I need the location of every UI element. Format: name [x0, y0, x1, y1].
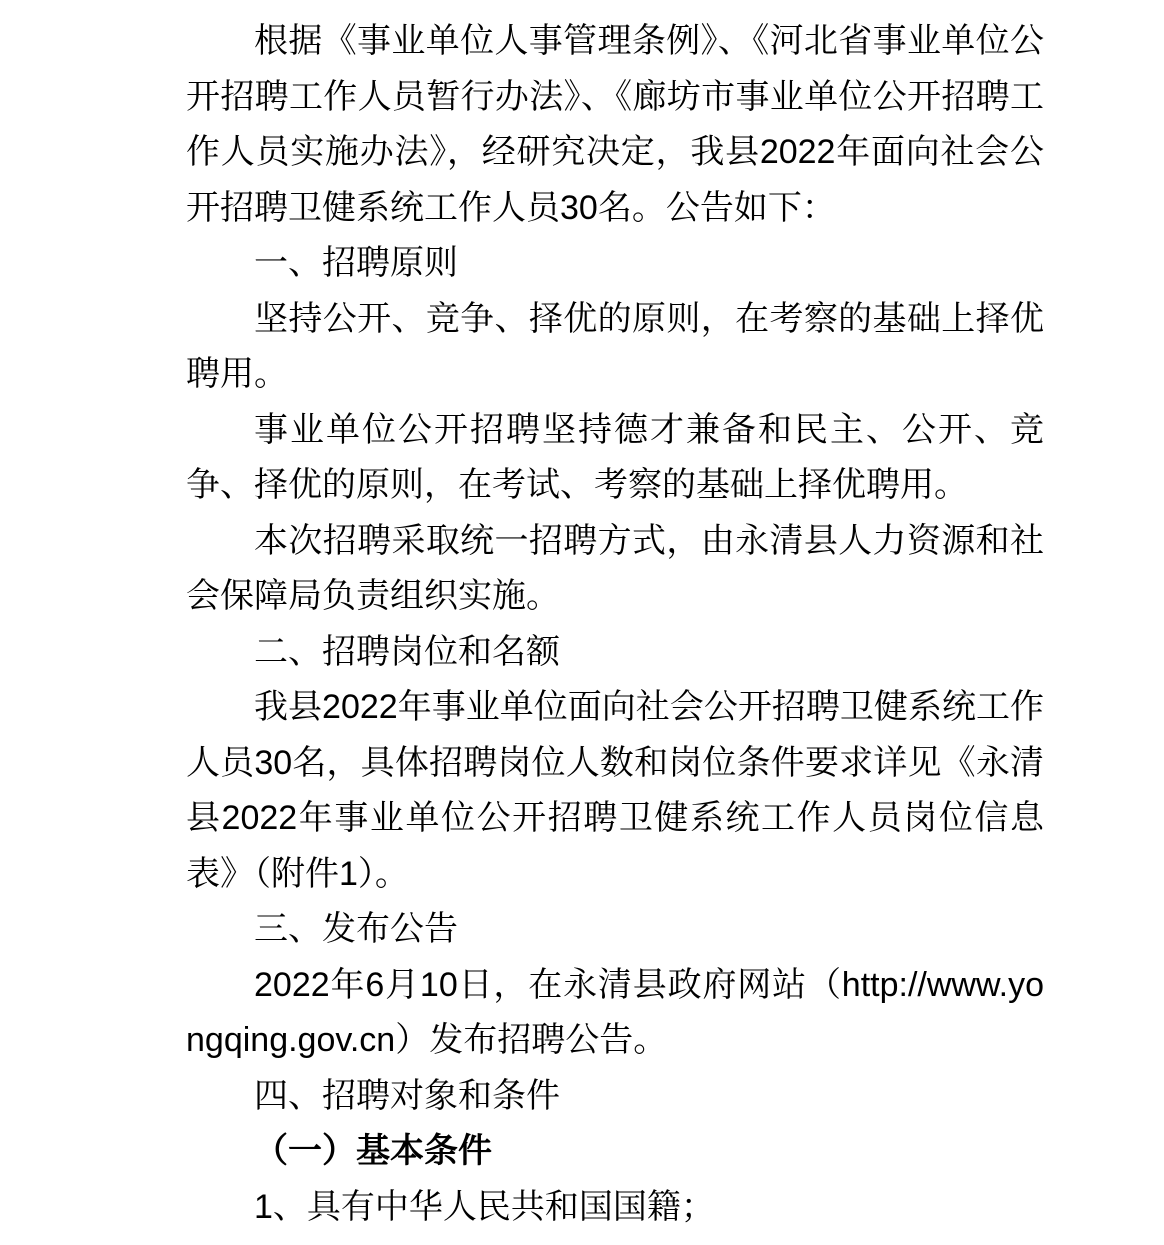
para-principle-1: 坚持公开、竞争、择优的原则，在考察的基础上择优聘用。: [186, 299, 1044, 393]
subheading-basic-conditions: （一）基本条件: [254, 1132, 492, 1170]
para-positions: 我县2022年事业单位面向社会公开招聘卫健系统工作人员30名，具体招聘岗位人数和岗位条件要求详见《永清县2022年事业单位公开招聘卫健系统工作人员岗位信息表》（附件1）。: [186, 688, 1044, 893]
para-principle-2: 事业单位公开招聘坚持德才兼备和民主、公开、竞争、择优的原则，在考试、考察的基础上择优聘用。: [186, 410, 1044, 504]
heading-section-4: 四、招聘对象和条件: [254, 1076, 560, 1115]
para-condition-1: 1、具有中华人民共和国国籍；: [254, 1187, 715, 1226]
para-intro: 根据《事业单位人事管理条例》、《河北省事业单位公开招聘工作人员暂行办法》、《廊坊市事业单位公开招聘工作人员实施办法》，经研究决定，我县2022年面向社会公开招聘卫健系统工作人员30名。公告如下：: [186, 22, 1044, 227]
heading-section-2: 二、招聘岗位和名额: [254, 632, 560, 671]
heading-section-3: 三、发布公告: [254, 910, 458, 948]
para-announcement-release: 2022年6月10日，在永清县政府网站（http://www.yongqing.gov.cn）发布招聘公告。: [186, 965, 1044, 1059]
para-organizer: 本次招聘采取统一招聘方式，由永清县人力资源和社会保障局负责组织实施。: [186, 521, 1044, 615]
heading-section-1: 一、招聘原则: [254, 244, 458, 282]
